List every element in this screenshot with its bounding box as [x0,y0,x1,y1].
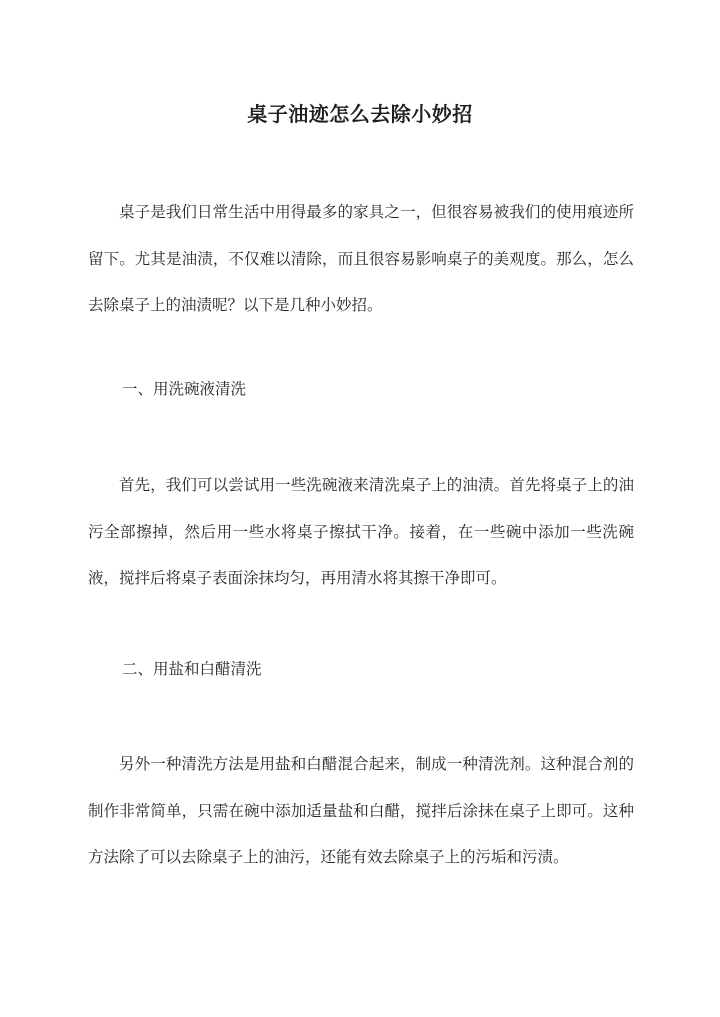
section-heading-salt-vinegar: 二、用盐和白醋清洗 [122,660,262,678]
intro-paragraph: 桌子是我们日常生活中用得最多的家具之一，但很容易被我们的使用痕迹所留下。尤其是油渍，不仅难以清除，而且很容易影响桌子的美观度。那么，怎么去除桌子上的油渍呢？以下是几种小妙招。 [88,203,634,314]
document-title: 桌子油迹怎么去除小妙招 [247,102,473,127]
section-body-dishwashing-liquid: 首先，我们可以尝试用一些洗碗液来清洗桌子上的油渍。首先将桌子上的油污全部擦掉，然后用一些水将桌子擦拭干净。接着，在一些碗中添加一些洗碗液，搅拌后将桌子表面涂抹均匀，再用清水将其擦干净即可。 [88,476,634,587]
section-body-salt-vinegar: 另外一种清洗方法是用盐和白醋混合起来，制成一种清洗剂。这种混合剂的制作非常简单，只需在碗中添加适量盐和白醋，搅拌后涂抹在桌子上即可。这种方法除了可以去除桌子上的油污，还能有效去除桌子上的污垢和污渍。 [88,755,634,866]
section-heading-dishwashing-liquid: 一、用洗碗液清洗 [122,380,247,398]
